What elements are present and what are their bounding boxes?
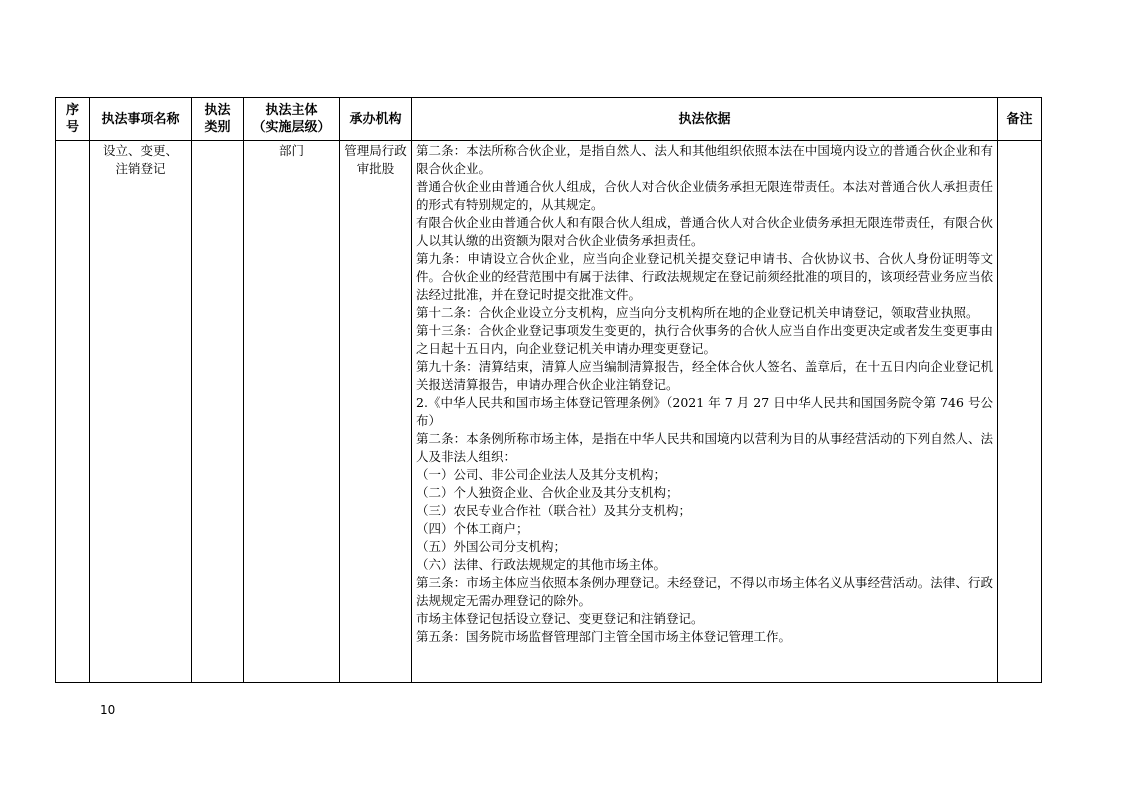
cell-org-text bbox=[340, 141, 411, 178]
basis-paragraph: 第二条：本条例所称市场主体，是指在中华人民共和国境内以营利为目的从事经营活动的下列自然人、法人及非法人组织： bbox=[416, 431, 993, 464]
basis-paragraph: 有限合伙企业由普通合伙人和有限合伙人组成，普通合伙人对合伙企业债务承担无限连带责任，有限合伙人以其认缴的出资额为限对合伙企业债务承担责任。 bbox=[416, 215, 993, 248]
header-row bbox=[56, 98, 1042, 141]
basis-paragraph: （四）个体工商户； bbox=[416, 521, 529, 536]
cell-item-line2: 注销登记 bbox=[115, 161, 166, 176]
header-subject bbox=[244, 98, 340, 141]
basis-paragraph: 第九十条：清算结束，清算人应当编制清算报告，经全体合伙人签名、盖章后，在十五日内向企业登记机关报送清算报告，申请办理合伙企业注销登记。 bbox=[416, 359, 993, 392]
header-category-line2: 类别 bbox=[204, 120, 231, 135]
basis-paragraph: 第十三条：合伙企业登记事项发生变更的，执行合伙事务的合伙人应当自作出变更决定或者发生变更事由之日起十五日内，向企业登记机关申请办理变更登记。 bbox=[416, 323, 993, 356]
cell-org bbox=[340, 141, 412, 683]
basis-text bbox=[412, 141, 997, 646]
basis-paragraph: 第十二条：合伙企业设立分支机构，应当向分支机构所在地的企业登记机关申请登记，领取营业执照。 bbox=[416, 305, 979, 320]
header-category-line1: 执法 bbox=[204, 103, 231, 118]
cell-remark bbox=[998, 141, 1042, 683]
basis-paragraph: 2.《中华人民共和国市场主体登记管理条例》（2021 年 7 月 27 日中华人民共和国国务院令第 746 号公布） bbox=[416, 395, 993, 428]
cell-seq bbox=[56, 141, 90, 683]
basis-paragraph: 第三条：市场主体应当依照本条例办理登记。未经登记，不得以市场主体名义从事经营活动。法律、行政法规规定无需办理登记的除外。 bbox=[416, 575, 993, 608]
header-item: 执法事项名称 bbox=[90, 98, 192, 141]
basis-paragraph: （二）个人独资企业、合伙企业及其分支机构； bbox=[416, 485, 679, 500]
cell-org-line1: 管理局行政 bbox=[344, 143, 407, 158]
cell-item-line1: 设立、变更、 bbox=[102, 143, 178, 158]
cell-category bbox=[192, 141, 244, 683]
header-seq bbox=[56, 98, 90, 141]
header-remark: 备注 bbox=[998, 98, 1042, 141]
cell-category-text bbox=[192, 141, 243, 142]
basis-paragraph: 普通合伙企业由普通合伙人组成，合伙人对合伙企业债务承担无限连带责任。本法对普通合伙人承担责任的形式有特别规定的，从其规定。 bbox=[416, 179, 993, 212]
header-seq-line2: 号 bbox=[65, 120, 79, 135]
header-seq-line1: 序 bbox=[65, 103, 79, 118]
cell-remark-text bbox=[998, 141, 1041, 142]
cell-item bbox=[90, 141, 192, 683]
basis-paragraph: （六）法律、行政法规规定的其他市场主体。 bbox=[416, 557, 667, 572]
header-subject-line1: 执法主体 bbox=[265, 103, 318, 118]
header-basis: 执法依据 bbox=[412, 98, 998, 141]
enforcement-table bbox=[55, 97, 1042, 683]
header-subject-line2: （实施层级） bbox=[252, 120, 331, 135]
basis-paragraph: 市场主体登记包括设立登记、变更登记和注销登记。 bbox=[416, 611, 704, 626]
basis-paragraph: （三）农民专业合作社（联合社）及其分支机构； bbox=[416, 503, 692, 518]
basis-paragraph: （五）外国公司分支机构； bbox=[416, 539, 567, 554]
table-row bbox=[56, 141, 1042, 683]
cell-item-text bbox=[90, 141, 191, 178]
basis-paragraph: 第九条：申请设立合伙企业，应当向企业登记机关提交登记申请书、合伙协议书、合伙人身份证明等文件。合伙企业的经营范围中有属于法律、行政法规规定在登记前须经批准的项目的，该项经营业务应当依法经过批准，并在登记时提交批准文件。 bbox=[416, 251, 993, 302]
page-number: 10 bbox=[100, 703, 116, 717]
cell-seq-text bbox=[56, 141, 89, 142]
cell-subject-text: 部门 bbox=[278, 143, 304, 158]
cell-org-line2: 审批股 bbox=[356, 161, 395, 176]
basis-paragraph: （一）公司、非公司企业法人及其分支机构； bbox=[416, 467, 667, 482]
header-category bbox=[192, 98, 244, 141]
header-org: 承办机构 bbox=[340, 98, 412, 141]
basis-paragraph: 第二条：本法所称合伙企业，是指自然人、法人和其他组织依照本法在中国境内设立的普通合伙企业和有限合伙企业。 bbox=[416, 143, 993, 176]
cell-basis bbox=[412, 141, 998, 683]
cell-subject bbox=[244, 141, 340, 683]
basis-paragraph: 第五条：国务院市场监督管理部门主管全国市场主体登记管理工作。 bbox=[416, 629, 792, 644]
